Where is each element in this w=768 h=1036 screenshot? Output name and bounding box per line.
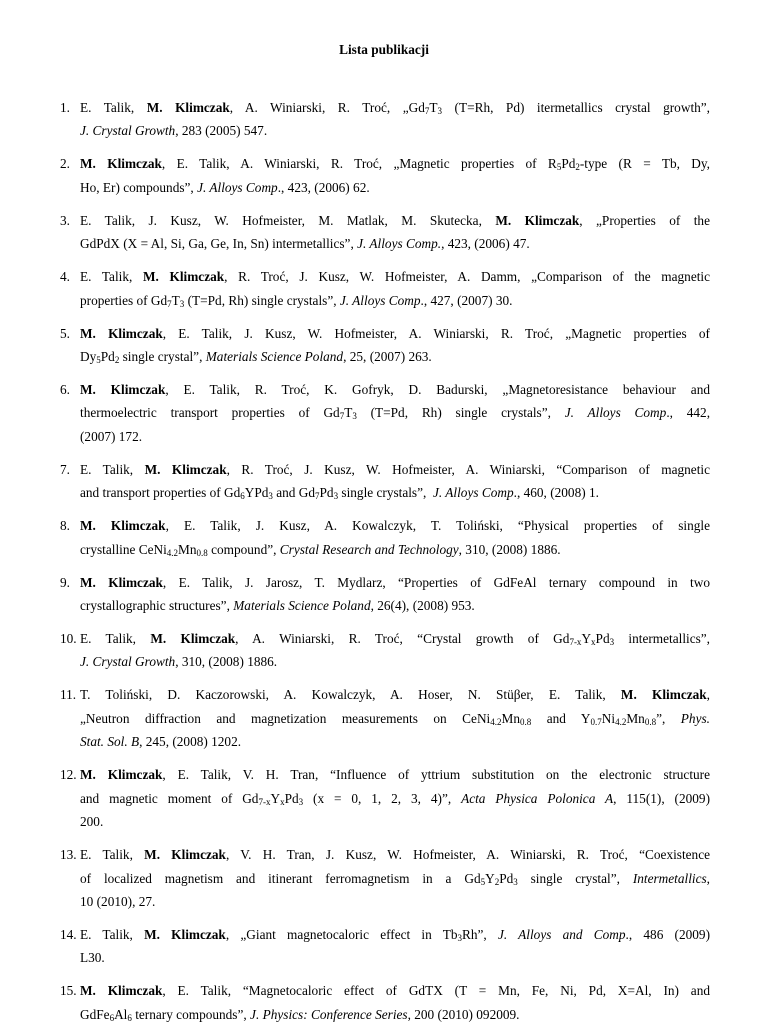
publication-line: T. Toliński, D. Kaczorowski, A. Kowalczyk, A. Hoser, N. Stüβer, E. Talik, M. Klimczak, xyxy=(80,687,710,703)
publication-line: E. Talik, J. Kusz, W. Hofmeister, M. Matlak, M. Skutecka, M. Klimczak, „Properties of the xyxy=(80,212,710,228)
publication-item xyxy=(60,627,710,674)
publication-line: J. Crystal Growth, 310, (2008) 1886. xyxy=(80,654,278,670)
publication-line: M. Klimczak, E. Talik, R. Troć, K. Gofryk, D. Badurski, „Magnetoresistance behaviour and xyxy=(80,382,710,398)
publication-line: Ho, Er) compounds”, J. Alloys Comp., 423, (2006) 62. xyxy=(80,179,370,195)
publication-line: E. Talik, M. Klimczak, „Giant magnetocaloric effect in $Tb_3Rh$”, J. Alloys and Comp., 486 (2009) xyxy=(80,926,711,943)
publication-number: 10. xyxy=(60,631,77,647)
publication-line: M. Klimczak, E. Talik, A. Winiarski, R. Troć, „Magnetic properties of $R_5Pd_2$-type (R = Tb, Dy, xyxy=(80,156,710,173)
publication-item xyxy=(60,979,710,1026)
publication-number: 12. xyxy=(60,767,77,783)
publication-line: E. Talik, M. Klimczak, A. Winiarski, R. Troć, $„Gd_7T_3$ (T=Rh, Pd) itermetallics crystal growth”, xyxy=(80,100,711,116)
publication-line: crystalline $CeNi_{4.2}Mn_{0.8}$ compound”, Crystal Research and Technology, 310, (2008) 1886. xyxy=(80,541,561,558)
page-title: Lista publikacji xyxy=(339,42,429,57)
publication-line: Stat. Sol. B, 245, (2008) 1202. xyxy=(80,734,242,750)
publication-item xyxy=(60,843,710,913)
publication-line: „Neutron diffraction and magnetization measurements on $CeNi_{4.2}Mn_{0.8}$ and $Y_{0.7}Ni_{4.2}Mn_{0.8}$”, Phys. xyxy=(80,710,710,727)
publication-number: 13. xyxy=(60,847,77,863)
publication-number: 6. xyxy=(60,382,70,398)
publication-line: E. Talik, M. Klimczak, A. Winiarski, R. Troć, “Crystal growth of $Gd_{7-x}Y_xPd_3$ intermetallics”, xyxy=(80,631,711,648)
publication-line: 10 (2010), 27. xyxy=(80,893,156,909)
publication-item xyxy=(60,683,710,753)
publication-item xyxy=(60,458,710,505)
publication-line: M. Klimczak, E. Talik, V. H. Tran, “Influence of yttrium substitution on the electronic structure xyxy=(80,767,710,783)
publication-item xyxy=(60,514,710,561)
publication-list xyxy=(60,96,710,1036)
publication-item xyxy=(60,152,710,199)
publication-line: and magnetic moment of $Gd_{7-x}Y_xPd_3$ (x = 0, 1, 2, 3, 4)”, Acta Physica Polonica A, 115(1), (2009) xyxy=(80,790,711,807)
publication-line: of localized magnetism and itinerant ferromagnetism in a $Gd_5Y_2Pd_3$ single crystal”, Intermetallics, xyxy=(80,870,710,887)
publication-number: 5. xyxy=(60,325,70,341)
publication-number: 15. xyxy=(60,983,77,999)
publication-number: 9. xyxy=(60,574,70,590)
publication-item xyxy=(60,265,710,312)
publication-item xyxy=(60,209,710,256)
publication-item xyxy=(60,571,710,618)
publication-line: E. Talik, M. Klimczak, R. Troć, J. Kusz, W. Hofmeister, A. Damm, „Comparison of the magnetic xyxy=(80,269,711,285)
publication-line: and transport properties of $Gd_6YPd_3$ and $Gd_7Pd_3$ single crystals”, J. Alloys Comp., 460, (2008) 1. xyxy=(80,485,599,502)
publication-line: M. Klimczak, E. Talik, J. Kusz, W. Hofmeister, A. Winiarski, R. Troć, „Magnetic properties of xyxy=(80,325,710,341)
publication-line: crystallographic structures”, Materials Science Poland, 26(4), (2008) 953. xyxy=(80,598,475,614)
publication-number: 8. xyxy=(60,518,70,534)
publication-number: 1. xyxy=(60,100,70,115)
publication-line: 200. xyxy=(80,814,104,830)
publication-line: GdPdX (X = Al, Si, Ga, Ge, In, Sn) intermetallics”, J. Alloys Comp., 423, (2006) 47. xyxy=(80,236,530,252)
publication-line: J. Crystal Growth, 283 (2005) 547. xyxy=(80,123,268,139)
publication-line: thermoelectric transport properties of $Gd_7T_3$ (T=Pd, Rh) single crystals”, J. Alloys Comp., 442, xyxy=(80,405,711,422)
publication-number: 4. xyxy=(60,269,70,285)
publication-line: properties of $Gd_7T_3$ (T=Pd, Rh) single crystals”, J. Alloys Comp., 427, (2007) 30. xyxy=(80,292,513,309)
publication-item xyxy=(60,923,710,970)
publication-number: 11. xyxy=(60,687,77,703)
publication-line: M. Klimczak, E. Talik, J. Kusz, A. Kowalczyk, T. Toliński, “Physical properties of single xyxy=(80,518,710,534)
publication-line: E. Talik, M. Klimczak, V. H. Tran, J. Kusz, W. Hofmeister, A. Winiarski, R. Troć, “Coexistence xyxy=(80,847,711,863)
publication-line: $Dy_5Pd_2$ single crystal”, Materials Science Poland, 25, (2007) 263. xyxy=(80,349,432,366)
publication-line: E. Talik, M. Klimczak, R. Troć, J. Kusz, W. Hofmeister, A. Winiarski, “Comparison of magnetic xyxy=(80,461,710,477)
publication-line: L30. xyxy=(80,950,105,966)
publication-item xyxy=(60,96,710,143)
publication-line: (2007) 172. xyxy=(80,428,143,444)
publication-number: 2. xyxy=(60,156,70,172)
publication-item xyxy=(60,763,710,833)
publication-number: 7. xyxy=(60,461,70,477)
publication-item xyxy=(60,378,710,448)
publication-number: 3. xyxy=(60,212,70,228)
publication-line: M. Klimczak, E. Talik, “Magnetocaloric effect of GdTX (T = Mn, Fe, Ni, Pd, X=Al, In) and xyxy=(80,983,710,999)
publication-line: $GdFe_6Al_6$ ternary compounds”, J. Physics: Conference Series, 200 (2010) 092009. xyxy=(80,1006,520,1023)
publication-line: M. Klimczak, E. Talik, J. Jarosz, T. Mydlarz, “Properties of GdFeAl ternary compound in two xyxy=(80,574,710,590)
publication-item xyxy=(60,322,710,369)
publication-number: 14. xyxy=(60,926,77,942)
